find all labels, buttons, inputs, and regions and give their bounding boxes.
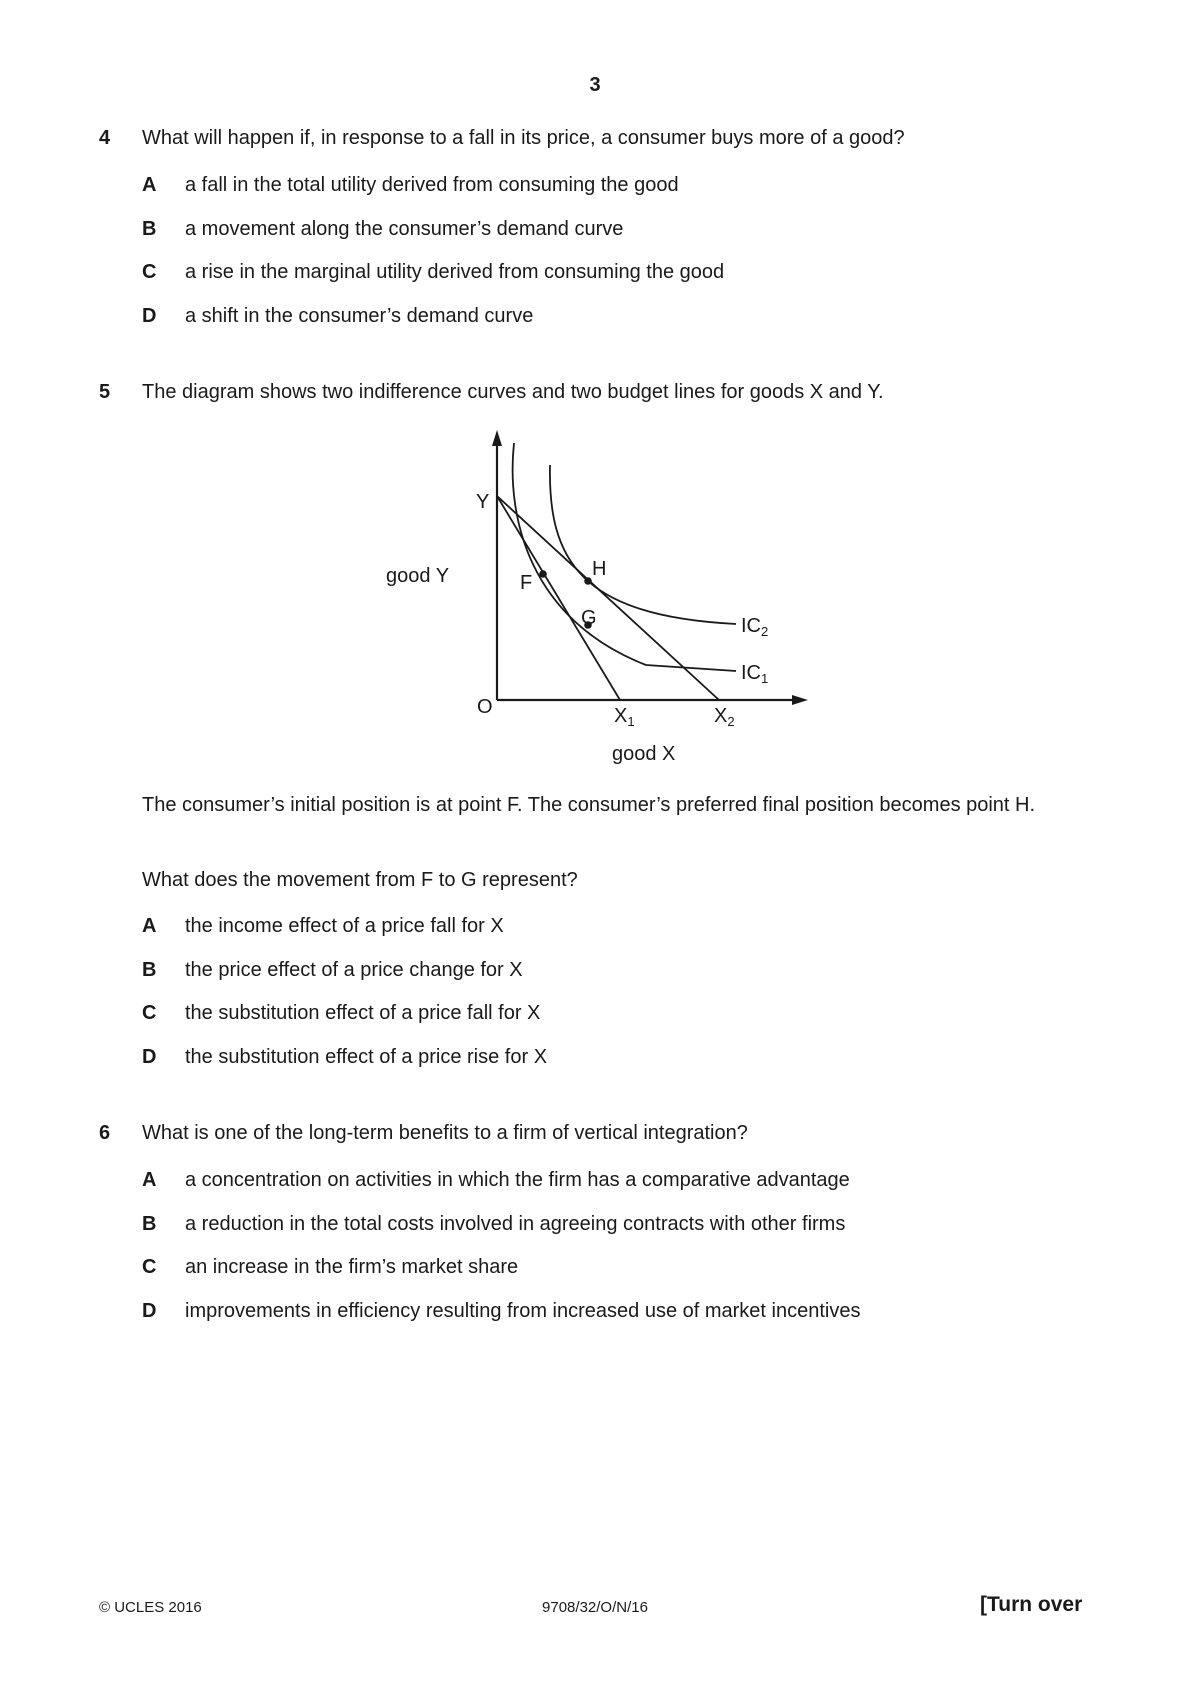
turn-over-label: [Turn over: [980, 1593, 1083, 1616]
question-5-text: The diagram shows two indifference curves and two budget lines for goods X and Y.: [142, 381, 884, 403]
indifference-curve-diagram: [0, 0, 1190, 780]
question-6-number: 6: [99, 1122, 111, 1144]
question-6-option-c-letter[interactable]: C: [142, 1256, 157, 1278]
question-6-option-b-letter[interactable]: B: [142, 1213, 157, 1235]
x-axis-label: good X: [612, 743, 676, 765]
ic2-label: $IC_2$: [741, 615, 769, 639]
origin-label: O: [477, 696, 493, 718]
question-5-option-b-text[interactable]: the price effect of a price change for X: [185, 959, 523, 981]
copyright-notice: © UCLES 2016: [99, 1599, 202, 1616]
question-5-option-d-letter[interactable]: D: [142, 1046, 157, 1068]
question-5-paragraph: The consumer’s initial position is at point F. The consumer’s preferred final position becomes point H.: [142, 794, 1036, 816]
question-5-option-a-text[interactable]: the income effect of a price fall for X: [185, 915, 504, 937]
question-5-option-c-letter[interactable]: C: [142, 1002, 157, 1024]
y-axis-label: good Y: [386, 565, 450, 587]
point-h-marker: [584, 577, 592, 585]
question-4-option-c-text[interactable]: a rise in the marginal utility derived from consuming the good: [185, 261, 725, 283]
y-intercept-label: Y: [476, 491, 490, 513]
question-6-option-c-text[interactable]: an increase in the firm’s market share: [185, 1256, 519, 1278]
question-5-option-c-text[interactable]: the substitution effect of a price fall for X: [185, 1002, 541, 1024]
question-6-option-a-letter[interactable]: A: [142, 1169, 157, 1191]
budget-line-2: [497, 496, 719, 700]
question-4-option-a-letter[interactable]: A: [142, 174, 157, 196]
question-4-option-a-text[interactable]: a fall in the total utility derived from consuming the good: [185, 174, 679, 196]
question-4-option-b-text[interactable]: a movement along the consumer’s demand curve: [185, 218, 624, 240]
question-4-option-b-letter[interactable]: B: [142, 218, 157, 240]
question-5-option-a-letter[interactable]: A: [142, 915, 157, 937]
question-6-option-d-text[interactable]: improvements in efficiency resulting from increased use of market incentives: [185, 1300, 861, 1322]
question-6-option-d-letter[interactable]: D: [142, 1300, 157, 1322]
question-6-option-b-text[interactable]: a reduction in the total costs involved in agreeing contracts with other firms: [185, 1213, 846, 1235]
x-axis-arrowhead: [792, 695, 808, 705]
question-6-option-a-text[interactable]: a concentration on activities in which the firm has a comparative advantage: [185, 1169, 850, 1191]
question-5-option-b-letter[interactable]: B: [142, 959, 157, 981]
ic1-label: $IC_1$: [741, 662, 769, 686]
paper-code: 9708/32/O/N/16: [542, 1599, 648, 1616]
indifference-curve-ic1: [513, 443, 736, 671]
question-5-number: 5: [99, 381, 111, 403]
page-number: 3: [589, 74, 601, 96]
question-4-option-d-letter[interactable]: D: [142, 305, 157, 327]
x2-label: $X_2$: [714, 705, 735, 729]
indifference-curve-ic2: [550, 465, 736, 624]
y-axis-arrowhead: [492, 430, 502, 446]
point-h-label: H: [592, 558, 607, 580]
question-5-question: What does the movement from F to G represent?: [142, 869, 578, 891]
question-4-option-d-text[interactable]: a shift in the consumer’s demand curve: [185, 305, 534, 327]
question-4-number: 4: [99, 127, 111, 149]
point-f-marker: [539, 570, 547, 578]
point-g-label: G: [581, 607, 597, 629]
budget-line-1: [497, 496, 620, 700]
question-5-option-d-text[interactable]: the substitution effect of a price rise for X: [185, 1046, 548, 1068]
point-f-label: F: [520, 572, 533, 594]
x1-label: $X_1$: [614, 705, 635, 729]
question-6-text: What is one of the long-term benefits to a firm of vertical integration?: [142, 1122, 748, 1144]
question-4-option-c-letter[interactable]: C: [142, 261, 157, 283]
question-4-text: What will happen if, in response to a fall in its price, a consumer buys more of a good?: [142, 127, 905, 149]
